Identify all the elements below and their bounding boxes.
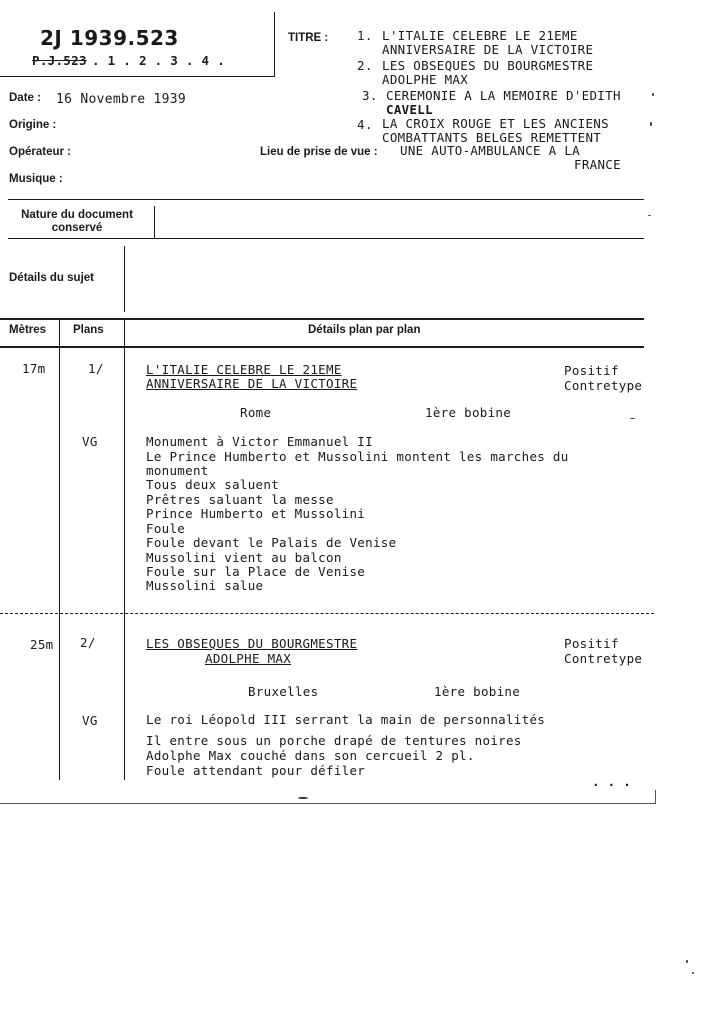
table-header-bottom (0, 346, 644, 348)
musique-label: Musique : (9, 173, 63, 185)
shot-line: Le Prince Humberto et Mussolini montent les marches du (146, 449, 569, 464)
entry-1-metres: 17m (22, 361, 46, 376)
lieu-value-line-2: FRANCE (574, 157, 621, 172)
shot-line: monument (146, 463, 209, 478)
date-label: Date : (9, 92, 41, 104)
entry-2-positif: Positif (564, 636, 619, 651)
entry-1-vg: VG (82, 434, 98, 449)
shot-line: Monument à Victor Emmanuel II (146, 434, 373, 449)
scan-speck (650, 122, 652, 126)
scan-speck (692, 972, 694, 974)
shot-line: Foule devant le Palais de Venise (146, 535, 397, 550)
page-bottom-edge (0, 803, 656, 804)
shot-line: Tous deux saluent (146, 477, 280, 492)
title-2-line-1: LES OBSEQUES DU BOURGMESTRE (382, 58, 594, 73)
entry-1-contretype: Contretype (564, 378, 643, 393)
divider-nature-top (8, 199, 644, 200)
shot-line: Prince Humberto et Mussolini (146, 506, 366, 521)
nature-bracket (154, 206, 155, 238)
entry-2-plan: 2/ (80, 635, 96, 650)
column-rule-2 (124, 320, 125, 780)
old-reference: P.J.523 (32, 53, 87, 68)
scan-speck (652, 93, 654, 96)
title-3-line-1: CEREMONIE A LA MEMOIRE D'EDITH (386, 88, 621, 103)
title-4-number: 4. (357, 117, 373, 132)
entry-2-metres: 25m (30, 637, 54, 652)
entry-2-title-line-1: LES OBSEQUES DU BOURGMESTRE (146, 636, 358, 651)
entry-1-positif: Positif (564, 363, 619, 378)
entry-2-bobine: 1ère bobine (434, 684, 521, 699)
shot-line: Prêtres saluant la messe (146, 492, 334, 507)
title-4-line-1: LA CROIX ROUGE ET LES ANCIENS (382, 116, 609, 131)
scan-speck (686, 960, 688, 963)
titre-label: TITRE : (288, 32, 329, 44)
details-column-header: Détails plan par plan (308, 324, 421, 336)
continued-marker: . . . (592, 774, 632, 789)
scan-speck (648, 215, 651, 216)
scan-speck (630, 418, 635, 419)
nature-label-line-1: Nature du document (21, 209, 133, 221)
table-header-top (0, 318, 644, 320)
handwritten-reference: 2J 1939.523 (40, 26, 179, 50)
nature-label-line-2: conservé (51, 222, 103, 234)
title-1-line-2: ANNIVERSAIRE DE LA VICTOIRE (382, 42, 594, 57)
shot-line: Le roi Léopold III serrant la main de personnalités (146, 712, 546, 727)
shot-line: Foule (146, 521, 186, 536)
title-1-line-1: L'ITALIE CELEBRE LE 21EME (382, 28, 578, 43)
title-4-line-2: COMBATTANTS BELGES REMETTENT (382, 130, 602, 145)
date-value: 16 Novembre 1939 (56, 92, 187, 107)
shot-line: Adolphe Max couché dans son cercueil 2 pl. (146, 748, 475, 763)
title-2-number: 2. (357, 58, 373, 73)
entry-separator (0, 613, 654, 614)
scan-speck (298, 797, 308, 799)
details-sujet-label: Détails du sujet (9, 272, 94, 284)
title-3-number: 3. (362, 88, 378, 103)
shot-line: Foule attendant pour défiler (146, 763, 366, 778)
title-1-number: 1. (357, 28, 373, 43)
divider-details-top (8, 238, 644, 239)
entry-2-title-line-2: ADOLPHE MAX (205, 651, 292, 666)
shot-line: Foule sur la Place de Venise (146, 564, 366, 579)
entry-1-title-line-2: ANNIVERSAIRE DE LA VICTOIRE (146, 376, 358, 391)
page-bottom-right-edge (655, 790, 656, 804)
origine-label: Origine : (9, 119, 57, 131)
entry-1-plan: 1/ (88, 361, 104, 376)
entry-2-place: Bruxelles (248, 684, 319, 699)
operateur-label: Opérateur : (9, 146, 71, 158)
lieu-label: Lieu de prise de vue : (260, 146, 378, 158)
column-rule-1 (59, 320, 60, 780)
lieu-value-line-1: UNE AUTO-AMBULANCE A LA (400, 143, 580, 158)
entry-2-contretype: Contretype (564, 651, 643, 666)
entry-1-title-line-1: L'ITALIE CELEBRE LE 21EME (146, 362, 342, 377)
shot-line: Mussolini salue (146, 578, 264, 593)
entry-1-place: Rome (240, 405, 272, 420)
shot-line: Il entre sous un porche drapé de tentures noires (146, 733, 522, 748)
nature-label (8, 209, 146, 235)
title-2-line-2: ADOLPHE MAX (382, 72, 469, 87)
shot-line: Mussolini vient au balcon (146, 550, 342, 565)
title-3-line-2: CAVELL (386, 102, 433, 117)
plans-column-header: Plans (73, 324, 104, 336)
entry-1-bobine: 1ère bobine (425, 405, 512, 420)
metres-column-header: Mètres (9, 324, 47, 336)
reference-items: . 1 . 2 . 3 . 4 . (92, 53, 226, 68)
entry-2-vg: VG (82, 713, 98, 728)
details-bracket (124, 246, 125, 312)
